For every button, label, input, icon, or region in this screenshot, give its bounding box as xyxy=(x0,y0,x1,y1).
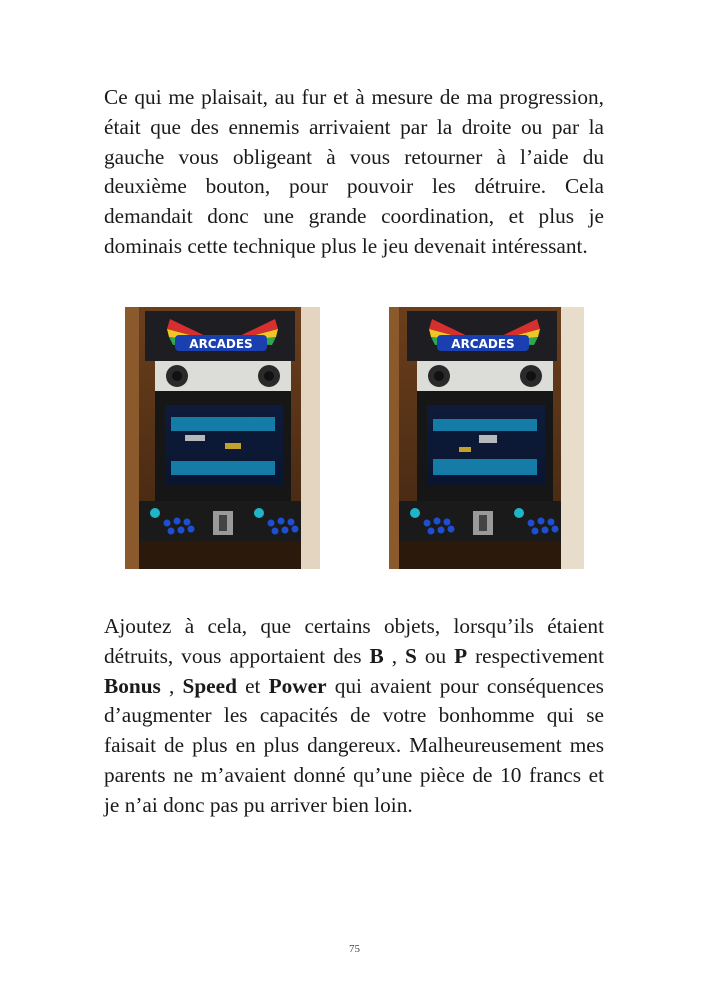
bold-letter-s: S xyxy=(405,643,417,668)
paragraph-2-text-5: , xyxy=(160,673,183,698)
bold-word-bonus: Bonus xyxy=(104,673,161,698)
arcade-cabinet-photo-left xyxy=(125,307,320,569)
paragraph-2-text-6: et xyxy=(236,673,269,698)
paragraph-1: Ce qui me plaisait, au fur et à mesure de ma progression, était que des ennemis arrivaient par la droite ou par la gauche vous obligeant à vous retourner à l’aide du deuxième bouton, pour pouvoir les détruire. Cela demandait donc une grande coordination, et plus je dominais cette technique plus le jeu devenait intéressant. xyxy=(104,85,604,258)
paragraph-2-text-3: ou xyxy=(416,643,455,668)
bold-word-speed: Speed xyxy=(182,673,237,698)
paragraph-2 xyxy=(104,612,604,821)
page-number: 75 xyxy=(349,943,360,955)
marquee-logo-left: ARCADES xyxy=(189,337,253,351)
paragraph-2-text-4: respectivement xyxy=(467,643,604,668)
paragraph-2-text-7: qui avaient pour conséquences d’augmenter les capacités de votre bonhomme qui se faisait de plus en plus dangereux. Malheureusement mes parents ne m’avaient donné qu’une pièce de 10 francs et je n’ai donc pas pu arriver bien loin. xyxy=(104,673,604,817)
bold-letter-p: P xyxy=(454,643,468,668)
arcade-cabinet-photo-right xyxy=(389,307,584,569)
bold-word-power: Power xyxy=(268,673,327,698)
paragraph-2-text-2: , xyxy=(383,643,405,668)
bold-letter-b: B xyxy=(369,643,384,668)
marquee-logo-right: ARCADES xyxy=(451,337,515,351)
paragraph-2-text-1: Ajoutez à cela, que certains objets, lorsqu’ils étaient détruits, vous apportaient des xyxy=(104,614,604,668)
